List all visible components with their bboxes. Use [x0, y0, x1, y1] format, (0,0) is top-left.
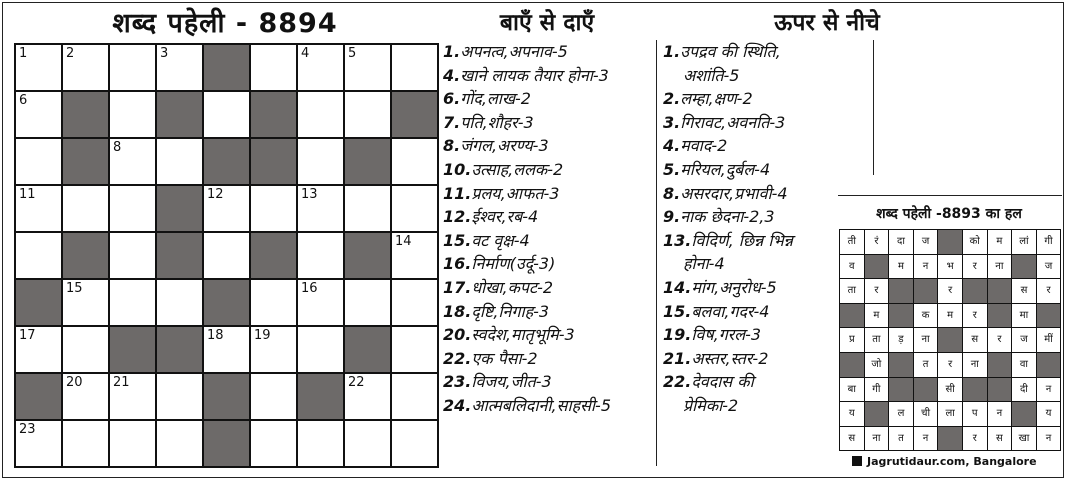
down-clue [663, 158, 793, 182]
clue-text: बलवा,गदर-4 [691, 301, 770, 321]
solution-cell: न [1037, 427, 1062, 452]
clue-number: 23 [19, 422, 36, 437]
solution-black-cell [1037, 353, 1062, 378]
clue-text: ईश्वर,रब-4 [471, 207, 539, 227]
solution-cell: सी [938, 378, 963, 403]
across-clue [443, 252, 611, 276]
clue-number: 14. [663, 277, 692, 297]
grid-cell[interactable] [204, 233, 251, 280]
solution-black-cell [914, 378, 939, 403]
clue-number: 3. [663, 112, 681, 132]
grid-cell[interactable] [110, 374, 157, 421]
clue-number: 16. [443, 254, 472, 274]
black-cell [110, 327, 157, 374]
clue-number: 18. [443, 301, 472, 321]
clue-number: 19. [663, 325, 692, 345]
black-cell [157, 186, 204, 233]
solution-black-cell [988, 279, 1013, 304]
solution-cell: वा [1012, 353, 1037, 378]
clue-number: 23. [443, 372, 472, 392]
puzzle-title: शब्द पहेली - 8894 [112, 8, 338, 39]
grid-cell[interactable] [16, 186, 63, 233]
down-clue [663, 40, 793, 64]
across-clue [443, 40, 611, 64]
grid-cell[interactable] [16, 327, 63, 374]
solution-cell: ती [840, 230, 865, 255]
solution-black-cell [988, 378, 1013, 403]
grid-cell[interactable] [16, 421, 63, 468]
black-cell [204, 374, 251, 421]
black-cell [251, 139, 298, 186]
solution-black-cell [963, 279, 988, 304]
clue-text: अपनत्व,अपनाव-5 [460, 42, 568, 61]
solution-cell: न [988, 402, 1013, 427]
clue-text: एक पैसा-2 [471, 348, 538, 368]
clue-number: 2. [663, 89, 681, 109]
clue-text: अस्तर,स्तर-2 [691, 348, 769, 368]
grid-cell[interactable] [392, 186, 439, 233]
clue-text: गोंद,लाख-2 [460, 89, 531, 109]
column-divider [873, 40, 874, 175]
clue-text: धोखा,कपट-2 [471, 277, 554, 297]
grid-cell[interactable] [392, 233, 439, 280]
solution-cell: त [914, 353, 939, 378]
clue-text: मरियल,दुर्बल-4 [680, 159, 771, 179]
square-bullet-icon [852, 456, 862, 466]
grid-cell[interactable] [16, 45, 63, 92]
clue-text: निर्माण(उर्दू-3) [471, 254, 556, 274]
grid-cell[interactable] [392, 139, 439, 186]
solution-black-cell [1012, 255, 1037, 280]
clue-text: खाने लायक तैयार होना-3 [460, 65, 609, 85]
solution-cell: म [938, 304, 963, 329]
clue-text: असरदार,प्रभावी-4 [680, 183, 788, 203]
solution-cell: बा [840, 378, 865, 403]
black-cell [204, 139, 251, 186]
grid-cell[interactable] [392, 280, 439, 327]
grid-cell[interactable] [392, 421, 439, 468]
clue-number: 18 [207, 328, 224, 343]
black-cell [16, 374, 63, 421]
clue-text: मवाद-2 [680, 136, 728, 156]
solution-cell: ची [914, 402, 939, 427]
solution-cell: ला [938, 402, 963, 427]
clue-text: लम्हा,क्षण-2 [680, 89, 753, 109]
across-clue [443, 182, 611, 206]
grid-cell[interactable] [251, 186, 298, 233]
solution-cell: स [963, 328, 988, 353]
grid-cell[interactable] [110, 45, 157, 92]
black-cell [392, 92, 439, 139]
across-clue [443, 64, 611, 88]
solution-black-cell [865, 402, 890, 427]
across-clue-list [443, 40, 611, 418]
clue-number: 4 [301, 46, 310, 61]
clue-number: 16 [301, 281, 318, 296]
down-clue [663, 87, 793, 111]
grid-cell[interactable] [110, 139, 157, 186]
solution-cell: ज [1037, 255, 1062, 280]
grid-cell[interactable] [345, 92, 392, 139]
clue-number: 8 [113, 140, 122, 155]
across-clue [443, 370, 611, 394]
clue-number: 22. [663, 372, 692, 392]
grid-cell[interactable] [110, 233, 157, 280]
black-cell [251, 92, 298, 139]
down-clue [663, 370, 793, 394]
across-clue [443, 87, 611, 111]
solution-cell: स [1012, 279, 1037, 304]
across-clue [443, 205, 611, 229]
solution-cell: ता [840, 279, 865, 304]
grid-cell[interactable] [16, 92, 63, 139]
solution-cell: दा [889, 230, 914, 255]
clue-number: 20 [66, 375, 83, 390]
clue-number: 6 [19, 93, 28, 108]
grid-cell[interactable] [392, 374, 439, 421]
grid-cell[interactable] [298, 92, 345, 139]
clue-number: 17 [19, 328, 36, 343]
black-cell [157, 233, 204, 280]
solution-cell: ज [1012, 328, 1037, 353]
down-clue [663, 394, 793, 418]
grid-cell[interactable] [251, 45, 298, 92]
grid-cell[interactable] [204, 92, 251, 139]
solution-cell: व [840, 255, 865, 280]
column-divider [656, 40, 657, 466]
solution-cell: मीं [1037, 328, 1062, 353]
grid-cell[interactable] [63, 280, 110, 327]
grid-cell[interactable] [298, 280, 345, 327]
clue-number: 22. [443, 348, 472, 368]
clue-number: 21 [113, 375, 130, 390]
across-clue [443, 347, 611, 371]
solution-cell: त [889, 427, 914, 452]
clue-number: 4. [443, 65, 461, 85]
clue-number: 22 [348, 375, 365, 390]
grid-cell[interactable] [298, 233, 345, 280]
clue-number: 7. [443, 112, 461, 132]
solution-cell: मा [1012, 304, 1037, 329]
grid-cell[interactable] [298, 421, 345, 468]
solution-black-cell [914, 279, 939, 304]
solution-cell: र [963, 255, 988, 280]
solution-black-cell [988, 353, 1013, 378]
black-cell [298, 374, 345, 421]
solution-cell: ड़ [889, 328, 914, 353]
across-clue [443, 229, 611, 253]
clue-number: 13 [301, 187, 318, 202]
grid-cell[interactable] [251, 421, 298, 468]
solution-black-cell [938, 230, 963, 255]
across-clue [443, 394, 611, 418]
clue-number: 15. [663, 301, 692, 321]
grid-cell[interactable] [63, 327, 110, 374]
black-cell [345, 327, 392, 374]
grid-cell[interactable] [298, 139, 345, 186]
grid-cell[interactable] [157, 374, 204, 421]
solution-cell: स [988, 427, 1013, 452]
grid-cell[interactable] [345, 280, 392, 327]
solution-cell: दी [1012, 378, 1037, 403]
grid-cell[interactable] [157, 280, 204, 327]
clue-text: विष,गरल-3 [691, 325, 762, 345]
solution-title: शब्द पहेली -8893 का हल [876, 206, 1022, 222]
black-cell [251, 233, 298, 280]
clue-text: अशांति-5 [683, 65, 740, 85]
clue-text: नाक छेदना-2,3 [680, 207, 775, 227]
solution-black-cell [889, 304, 914, 329]
solution-cell: भ [938, 255, 963, 280]
clue-text: आत्मबलिदानी,साहसी-5 [471, 395, 612, 415]
solution-cell: प [963, 402, 988, 427]
black-cell [157, 327, 204, 374]
crossword-grid [14, 43, 439, 468]
grid-cell[interactable] [251, 327, 298, 374]
clue-text: जंगल,अरण्य-3 [460, 136, 549, 156]
grid-cell[interactable] [63, 186, 110, 233]
grid-cell[interactable] [392, 327, 439, 374]
grid-cell[interactable] [63, 421, 110, 468]
clue-number: 3 [160, 46, 169, 61]
solution-cell: लां [1012, 230, 1037, 255]
down-clue [663, 205, 793, 229]
solution-cell: य [1037, 402, 1062, 427]
grid-cell[interactable] [16, 139, 63, 186]
solution-cell: र [963, 427, 988, 452]
grid-cell[interactable] [157, 139, 204, 186]
solution-black-cell [840, 304, 865, 329]
black-cell [63, 233, 110, 280]
across-clue [443, 134, 611, 158]
solution-cell: न [914, 255, 939, 280]
solution-cell: ना [914, 328, 939, 353]
solution-cell: म [865, 304, 890, 329]
solution-black-cell [938, 328, 963, 353]
across-clue [443, 158, 611, 182]
grid-cell[interactable] [251, 374, 298, 421]
clue-number: 21. [663, 348, 692, 368]
solution-cell: र [865, 279, 890, 304]
clue-text: विदिर्ण, छिन्न भिन्न [691, 230, 793, 250]
black-cell [345, 233, 392, 280]
clue-number: 6. [443, 89, 461, 109]
clue-number: 10. [443, 159, 472, 179]
clue-number: 5. [663, 159, 681, 179]
grid-cell[interactable] [110, 421, 157, 468]
clue-number: 8. [443, 136, 461, 156]
clue-number: 11. [443, 183, 472, 203]
solution-cell: ज [914, 230, 939, 255]
solution-cell: ल [889, 402, 914, 427]
clue-text: दृष्टि,निगाह-3 [471, 301, 550, 321]
solution-cell: जो [865, 353, 890, 378]
down-clue [663, 111, 793, 135]
grid-cell[interactable] [16, 233, 63, 280]
solution-cell: रं [865, 230, 890, 255]
clue-number: 1 [19, 46, 28, 61]
solution-grid [839, 229, 1061, 451]
down-clue [663, 252, 793, 276]
solution-cell: ता [865, 328, 890, 353]
solution-cell: क [914, 304, 939, 329]
down-clue [663, 276, 793, 300]
solution-cell: को [963, 230, 988, 255]
down-clue [663, 300, 793, 324]
solution-black-cell [889, 279, 914, 304]
solution-cell: र [1037, 279, 1062, 304]
black-cell [204, 421, 251, 468]
across-heading: बाएँ से दाएँ [499, 10, 595, 36]
solution-black-cell [1037, 304, 1062, 329]
solution-cell: न [1037, 378, 1062, 403]
grid-cell[interactable] [204, 186, 251, 233]
grid-cell[interactable] [392, 45, 439, 92]
solution-divider [838, 195, 1062, 196]
grid-cell[interactable] [345, 186, 392, 233]
solution-black-cell [889, 378, 914, 403]
grid-cell[interactable] [157, 421, 204, 468]
down-clue [663, 64, 793, 88]
clue-number: 2 [66, 46, 75, 61]
solution-cell: स [840, 427, 865, 452]
solution-cell: न [914, 427, 939, 452]
clue-number: 15 [66, 281, 83, 296]
grid-cell[interactable] [63, 374, 110, 421]
solution-cell: गी [1037, 230, 1062, 255]
clue-text: उत्साह,ललक-2 [471, 159, 564, 179]
solution-cell: गी [865, 378, 890, 403]
solution-cell: र [938, 279, 963, 304]
clue-number: 15. [443, 230, 472, 250]
clue-number: 20. [443, 325, 472, 345]
grid-cell[interactable] [345, 374, 392, 421]
clue-number: 12. [443, 207, 472, 227]
clue-text: प्रेमिका-2 [683, 395, 739, 415]
clue-text: पति,शौहर-3 [460, 112, 534, 132]
clue-text: देवदास की [691, 372, 754, 392]
grid-cell[interactable] [298, 327, 345, 374]
footer [852, 454, 1037, 470]
solution-black-cell [938, 427, 963, 452]
black-cell [204, 280, 251, 327]
solution-cell: र [963, 304, 988, 329]
clue-number: 4. [663, 136, 681, 156]
grid-cell[interactable] [204, 327, 251, 374]
down-clue [663, 229, 793, 253]
solution-cell: ना [963, 353, 988, 378]
grid-cell[interactable] [63, 45, 110, 92]
clue-number: 1. [663, 42, 681, 61]
clue-text: गिरावट,अवनति-3 [680, 112, 786, 132]
grid-cell[interactable] [110, 280, 157, 327]
clue-number: 9. [663, 207, 681, 227]
across-clue [443, 111, 611, 135]
black-cell [63, 139, 110, 186]
solution-cell: ना [865, 427, 890, 452]
black-cell [63, 92, 110, 139]
solution-cell: प्र [840, 328, 865, 353]
clue-text: मांग,अनुरोध-5 [691, 277, 777, 297]
down-clue-list [663, 40, 793, 418]
solution-black-cell [1012, 402, 1037, 427]
solution-black-cell [840, 353, 865, 378]
solution-black-cell [889, 353, 914, 378]
clue-text: होना-4 [683, 254, 725, 274]
down-clue [663, 134, 793, 158]
clue-number: 17. [443, 277, 472, 297]
clue-text: प्रलय,आफत-3 [471, 183, 560, 203]
clue-number: 1. [443, 42, 461, 61]
clue-number: 14 [395, 234, 412, 249]
across-clue [443, 323, 611, 347]
grid-cell[interactable] [157, 45, 204, 92]
down-heading: ऊपर से नीचे [774, 10, 880, 36]
solution-black-cell [963, 378, 988, 403]
clue-number: 24. [443, 395, 472, 415]
down-clue [663, 347, 793, 371]
grid-cell[interactable] [345, 45, 392, 92]
solution-black-cell [865, 255, 890, 280]
grid-cell[interactable] [298, 45, 345, 92]
clue-number: 8. [663, 183, 681, 203]
clue-text: विजय,जीत-3 [471, 372, 552, 392]
across-clue [443, 276, 611, 300]
solution-cell: ना [988, 255, 1013, 280]
clue-text: वट वृक्ष-4 [471, 230, 530, 250]
clue-number: 19 [254, 328, 271, 343]
black-cell [16, 280, 63, 327]
across-clue [443, 300, 611, 324]
black-cell [157, 92, 204, 139]
solution-cell: म [988, 230, 1013, 255]
solution-black-cell [988, 304, 1013, 329]
grid-cell[interactable] [298, 186, 345, 233]
black-cell [204, 45, 251, 92]
grid-cell[interactable] [345, 421, 392, 468]
grid-cell[interactable] [251, 280, 298, 327]
solution-cell: खा [1012, 427, 1037, 452]
solution-cell: र [988, 328, 1013, 353]
grid-cell[interactable] [110, 186, 157, 233]
down-clue [663, 182, 793, 206]
clue-text: स्वदेश,मातृभूमि-3 [471, 325, 575, 345]
black-cell [345, 139, 392, 186]
clue-number: 12 [207, 187, 224, 202]
clue-number: 5 [348, 46, 357, 61]
footer-text: Jagrutidaur.com, Bangalore [867, 455, 1037, 468]
clue-number: 11 [19, 187, 36, 202]
down-clue [663, 323, 793, 347]
clue-text: उपद्रव की स्थिति, [680, 42, 781, 61]
grid-cell[interactable] [110, 92, 157, 139]
clue-number: 13. [663, 230, 692, 250]
solution-cell: य [840, 402, 865, 427]
solution-cell: म [889, 255, 914, 280]
solution-cell: र [938, 353, 963, 378]
